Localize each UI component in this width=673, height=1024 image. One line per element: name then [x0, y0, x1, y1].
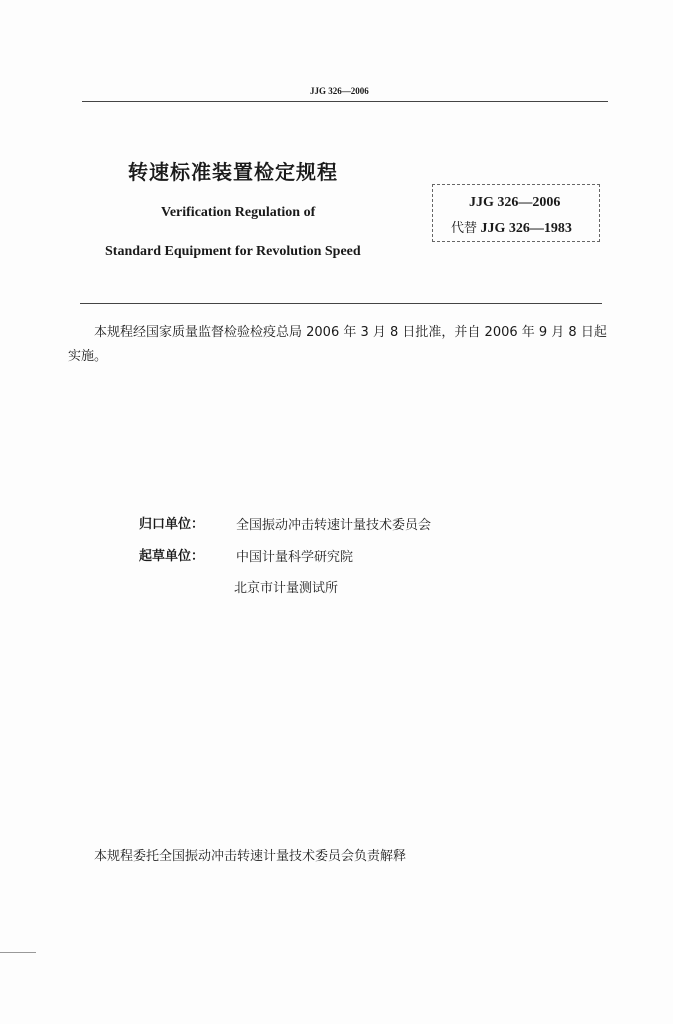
- code-box-replaces-label: 代替: [451, 221, 478, 236]
- drafting-unit-value-1: 中国计量科学研究院: [236, 550, 354, 565]
- code-box-replaces-line: [451, 217, 572, 237]
- title-english-line1: Verification Regulation of: [161, 205, 316, 220]
- drafting-unit-label: 起草单位：: [139, 549, 205, 564]
- header-standard-code: JJG 326—2006: [310, 86, 369, 96]
- code-box-current-code: JJG 326—2006: [469, 195, 561, 210]
- responsible-unit-label: 归口单位：: [139, 517, 205, 532]
- drafting-unit-value-2: 北京市计量测试所: [234, 581, 339, 596]
- code-box-replaced-code: JJG 326—1983: [480, 221, 572, 236]
- title-english-line2: Standard Equipment for Revolution Speed: [105, 244, 361, 259]
- approval-statement: 本规程经国家质量监督检验检疫总局 2006 年 3 月 8 日批准，并自 2006 年 9 月 8 日起实施。: [68, 325, 607, 364]
- header-rule: [82, 101, 608, 102]
- section-rule: [80, 303, 602, 304]
- interpretation-statement: 本规程委托全国振动冲击转速计量技术委员会负责解释: [94, 849, 407, 864]
- title-chinese: 转速标准装置检定规程: [128, 160, 338, 184]
- scan-edge-mark: [0, 952, 36, 953]
- responsible-unit-value: 全国振动冲击转速计量技术委员会: [236, 518, 432, 533]
- standard-code-box: [432, 184, 600, 242]
